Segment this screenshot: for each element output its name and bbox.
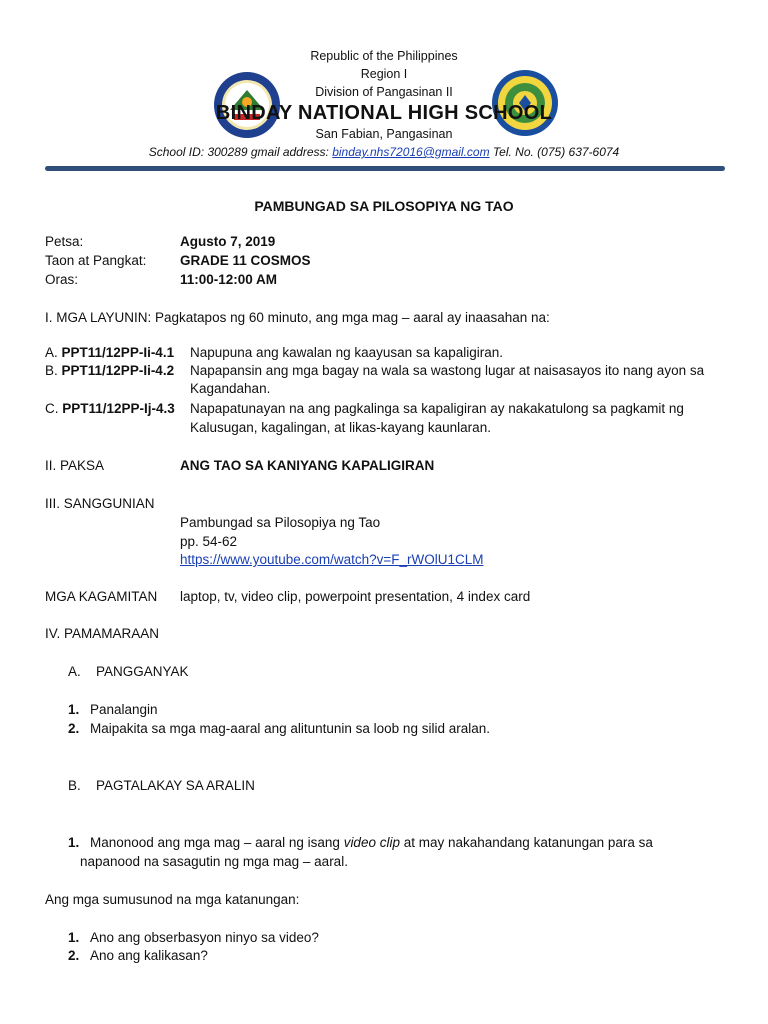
list-item-num: 1. — [68, 930, 80, 945]
sanggunian-pages: pp. 54-62 — [180, 534, 238, 549]
objective-b-text: Napapansin ang mga bagay na wala sa wastong lugar at naisasayos ito nang ayon sa — [190, 363, 705, 378]
questions-intro: Ang mga sumusunod na mga katanungan: — [45, 892, 300, 907]
school-location: San Fabian, Pangasinan — [315, 127, 453, 141]
contact-suffix: Tel. No. (075) 637-6074 — [489, 145, 620, 159]
question-item: Ano ang kalikasan? — [90, 948, 208, 963]
document-title: PAMBUNGAD SA PILOSOPIYA NG TAO — [254, 198, 514, 214]
objective-letter: B. — [45, 363, 58, 378]
section-a-title: PANGGANYAK — [96, 664, 189, 679]
list-item-num: 1. — [68, 835, 80, 850]
list-item-num: 1. — [68, 702, 80, 717]
info-value-pangkat: GRADE 11 COSMOS — [180, 253, 311, 268]
section-b-title: PAGTALAKAY SA ARALIN — [96, 778, 255, 793]
pamamaraan-heading: IV. PAMAMARAAN — [45, 626, 160, 641]
list-item-num: 2. — [68, 721, 80, 736]
objective-code: PPT11/12PP-Ii-4.1 — [57, 345, 175, 360]
info-label-oras: Oras: — [45, 272, 79, 287]
info-value-oras: 11:00-12:00 AM — [180, 272, 278, 287]
section-a-label: A. — [68, 664, 81, 679]
objective-b — [45, 363, 174, 378]
b1-text-italic: video clip — [343, 835, 400, 850]
section-b-label: B. — [68, 778, 81, 793]
objective-c-text-cont: Kalusugan, kagalingan, at likas-kayang kaunlaran. — [190, 420, 491, 435]
objective-letter: A. — [45, 345, 58, 360]
info-label-petsa: Petsa: — [45, 234, 84, 249]
objective-a — [45, 345, 174, 360]
sanggunian-video-link[interactable]: https://www.youtube.com/watch?v=F_rWOlU1CLM — [180, 552, 484, 567]
info-value-petsa: Agusto 7, 2019 — [180, 234, 276, 249]
header-divider — [45, 166, 725, 171]
division-line: Division of Pangasinan II — [315, 85, 453, 99]
kagamitan-value: laptop, tv, video clip, powerpoint presentation, 4 index card — [180, 589, 531, 604]
region-line: Region I — [360, 67, 408, 81]
objective-letter: C. — [45, 401, 59, 416]
kagamitan-label: MGA KAGAMITAN — [45, 589, 158, 604]
objective-code: PPT11/12PP-Ii-4.2 — [57, 363, 175, 378]
paksa-label: II. PAKSA — [45, 458, 105, 473]
list-item: Panalangin — [90, 702, 158, 717]
info-label-pangkat: Taon at Pangkat: — [45, 253, 147, 268]
list-item-num: 2. — [68, 948, 80, 963]
republic-line: Republic of the Philippines — [310, 49, 458, 63]
objective-a-text: Napupuna ang kawalan ng kaayusan sa kapaligiran. — [190, 345, 503, 360]
list-item — [90, 835, 653, 850]
objective-b-text-cont: Kagandahan. — [190, 381, 271, 396]
contact-prefix: School ID: 300289 gmail address: — [148, 145, 333, 159]
school-email-link[interactable]: binday.nhs72016@gmail.com — [332, 145, 490, 159]
sanggunian-label: III. SANGGUNIAN — [45, 496, 155, 511]
contact-line — [0, 144, 768, 160]
b1-text-pre: Manonood ang mga mag – aaral ng isang — [90, 835, 344, 850]
sanggunian-book: Pambungad sa Pilosopiya ng Tao — [180, 515, 381, 530]
objective-c-text: Napapatunayan na ang pagkalinga sa kapaligiran ay nakakatulong sa pagkamit ng — [190, 401, 684, 416]
paksa-value: ANG TAO SA KANIYANG KAPALIGIRAN — [180, 458, 435, 473]
list-item: Maipakita sa mga mag-aaral ang alituntunin sa loob ng silid aralan. — [90, 721, 490, 736]
list-item-cont: napanood na sasagutin ng mga mag – aaral. — [80, 854, 348, 869]
school-name: BINDAY NATIONAL HIGH SCHOOL — [215, 102, 553, 124]
layunin-heading: I. MGA LAYUNIN: Pagkatapos ng 60 minuto, ang mga mag – aaral ay inaasahan na: — [45, 310, 550, 325]
objective-code: PPT11/12PP-Ij-4.3 — [58, 401, 175, 416]
objective-c — [45, 401, 175, 416]
question-item: Ano ang obserbasyon ninyo sa video? — [90, 930, 319, 945]
b1-text-post: at may nakahandang katanungan para sa — [399, 835, 653, 850]
